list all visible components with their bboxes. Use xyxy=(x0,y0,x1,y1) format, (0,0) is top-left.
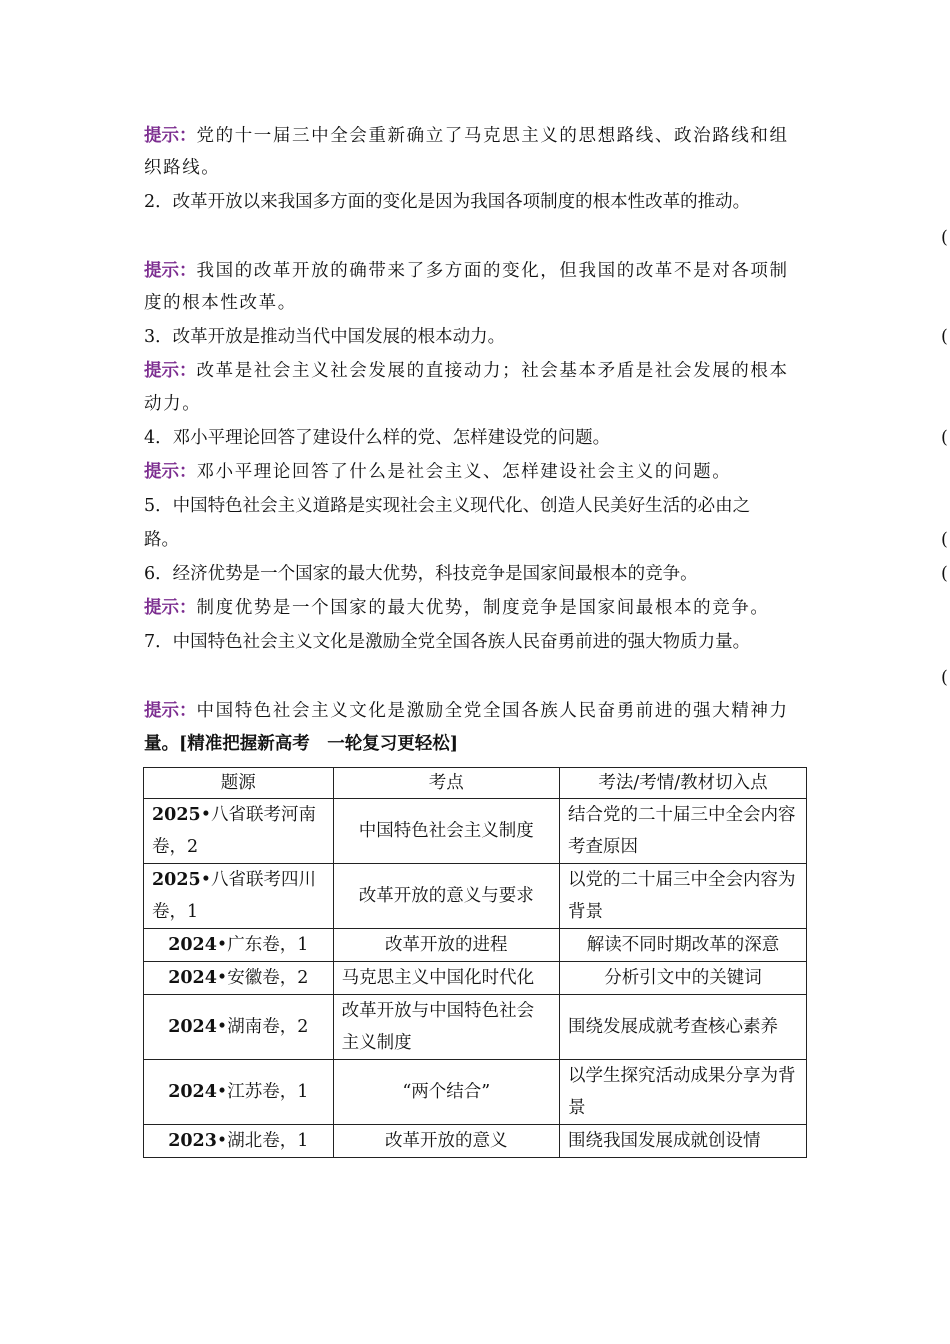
hint-line-3 xyxy=(144,359,789,383)
cell-angle: 围绕发展成就考查核心素养 xyxy=(559,995,806,1060)
hint-line-1-cont: 织路线。 xyxy=(144,158,221,178)
hint-text: 邓小平理论回答了什么是社会主义、怎样建设社会主义的问题。 xyxy=(196,462,732,482)
table-row xyxy=(144,799,807,864)
hint-text: 改革是社会主义社会发展的直接动力；社会基本矛盾是社会发展的根本 xyxy=(196,361,789,381)
paren-3: ( xyxy=(941,327,948,347)
hint-label: 提示： xyxy=(144,361,197,381)
cell-source: 2024•江苏卷，1 xyxy=(144,1060,334,1125)
cell-source: 2024•广东卷，1 xyxy=(144,929,334,962)
table-header-row xyxy=(144,768,807,799)
hint-line-3-cont: 动力。 xyxy=(144,394,202,414)
table-row xyxy=(144,962,807,995)
hint-line-6 xyxy=(144,596,770,620)
hint-line-4 xyxy=(144,460,731,484)
cell-point: 改革开放的意义 xyxy=(333,1125,559,1158)
table-row xyxy=(144,1125,807,1158)
header-angle: 考法/考情/教材切入点 xyxy=(559,768,806,799)
cell-point: 改革开放的意义与要求 xyxy=(333,864,559,929)
hint-label: 提示： xyxy=(144,261,197,281)
statement-5-cont: 路。 xyxy=(144,530,179,550)
cell-point: 改革开放与中国特色社会主义制度 xyxy=(333,995,559,1060)
statement-5: 5．中国特色社会主义道路是实现社会主义现代化、创造人民美好生活的必由之 xyxy=(144,496,751,516)
hint-label: 提示： xyxy=(144,598,197,618)
hint-line-1 xyxy=(144,124,789,148)
paren-7: ( xyxy=(941,668,948,688)
hint-label: 提示： xyxy=(144,462,197,482)
statement-6: 6．经济优势是一个国家的最大优势，科技竞争是国家间最根本的竞争。 xyxy=(144,564,698,584)
paren-4: ( xyxy=(941,428,948,448)
hint-label: 提示： xyxy=(144,126,197,146)
statement-3: 3．改革开放是推动当代中国发展的根本动力。 xyxy=(144,327,506,347)
table-row xyxy=(144,1060,807,1125)
table-row xyxy=(144,864,807,929)
hint-line-7-cont: 量。[精准把握新高考 一轮复习更轻松] xyxy=(144,734,459,754)
cell-point: 中国特色社会主义制度 xyxy=(333,799,559,864)
cell-source: 2023•湖北卷，1 xyxy=(144,1125,334,1158)
paren-6: ( xyxy=(941,564,948,584)
hint-line-7 xyxy=(144,699,789,723)
statement-7: 7．中国特色社会主义文化是激励全党全国各族人民奋勇前进的强大物质力量。 xyxy=(144,632,751,652)
hint-text: 党的十一届三中全会重新确立了马克思主义的思想路线、政治路线和组 xyxy=(196,126,789,146)
hint-text: 制度优势是一个国家的最大优势，制度竞争是国家间最根本的竞争。 xyxy=(196,598,770,618)
cell-angle: 结合党的二十届三中全会内容考查原因 xyxy=(559,799,806,864)
hint-text: 中国特色社会主义文化是激励全党全国各族人民奋勇前进的强大精神力 xyxy=(196,701,789,721)
hint-text: 我国的改革开放的确带来了多方面的变化，但我国的改革不是对各项制 xyxy=(196,261,789,281)
cell-point: 马克思主义中国化时代化 xyxy=(333,962,559,995)
header-point: 考点 xyxy=(333,768,559,799)
table-row xyxy=(144,995,807,1060)
cell-source: 2024•湖南卷，2 xyxy=(144,995,334,1060)
cell-point: 改革开放的进程 xyxy=(333,929,559,962)
paren-2: ( xyxy=(941,228,948,248)
cell-angle: 分析引文中的关键词 xyxy=(559,962,806,995)
cell-point: “两个结合” xyxy=(333,1060,559,1125)
cell-angle: 围绕我国发展成就创设情 xyxy=(559,1125,806,1158)
header-source: 题源 xyxy=(144,768,334,799)
table-row xyxy=(144,929,807,962)
cell-source: 2025•八省联考四川卷，1 xyxy=(144,864,334,929)
paren-5: ( xyxy=(941,530,948,550)
cell-source: 2025•八省联考河南卷，2 xyxy=(144,799,334,864)
cell-angle: 解读不同时期改革的深意 xyxy=(559,929,806,962)
cell-angle: 以学生探究活动成果分享为背景 xyxy=(559,1060,806,1125)
statement-2: 2．改革开放以来我国多方面的变化是因为我国各项制度的根本性改革的推动。 xyxy=(144,192,751,212)
cell-angle: 以党的二十届三中全会内容为背景 xyxy=(559,864,806,929)
exam-source-table xyxy=(143,767,807,1158)
hint-line-2-cont: 度的根本性改革。 xyxy=(144,293,297,313)
hint-label: 提示： xyxy=(144,701,197,721)
statement-4: 4．邓小平理论回答了建设什么样的党、怎样建设党的问题。 xyxy=(144,428,611,448)
hint-line-2 xyxy=(144,259,789,283)
cell-source: 2024•安徽卷，2 xyxy=(144,962,334,995)
